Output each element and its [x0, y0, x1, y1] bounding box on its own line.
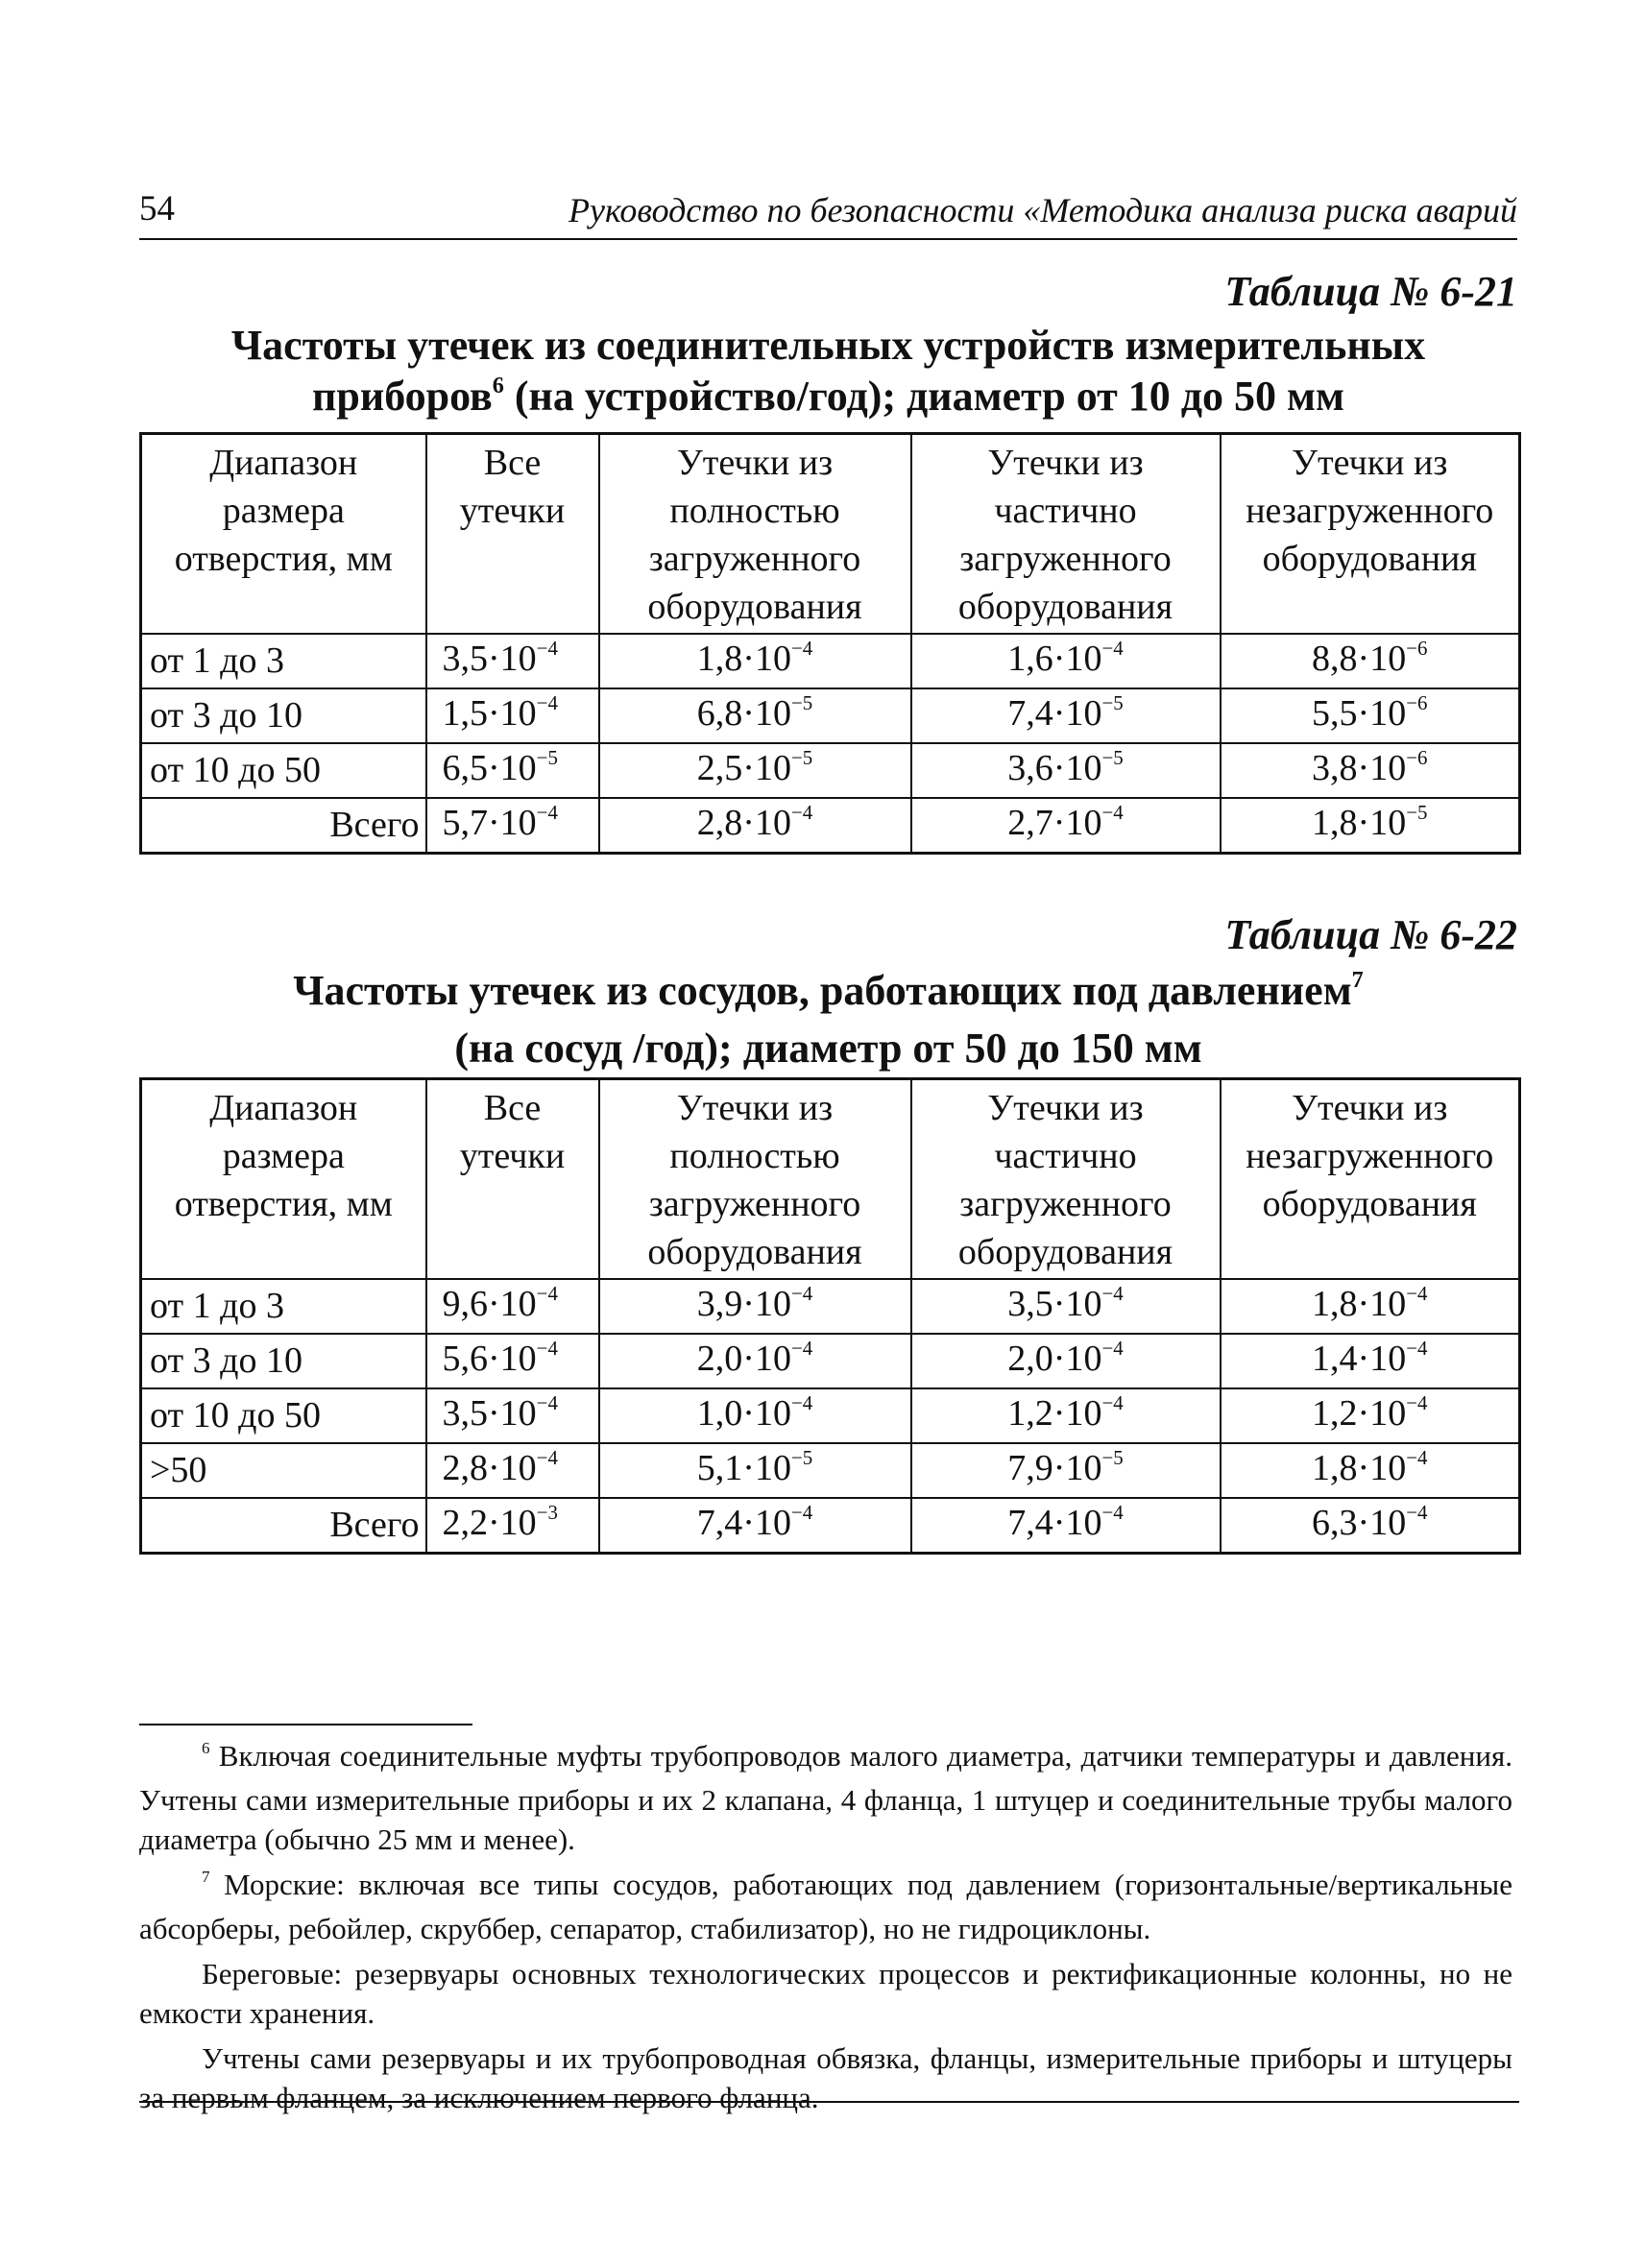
exponent: −4	[1101, 1281, 1124, 1305]
value-cell	[599, 688, 911, 743]
footnote-ref-7: 7	[1351, 966, 1364, 993]
value-cell	[911, 743, 1221, 798]
exponent: −5	[790, 1445, 813, 1469]
exponent: −4	[790, 1390, 813, 1414]
value-cell	[426, 1443, 599, 1498]
footnote-6	[139, 1736, 1512, 1859]
exponent: −4	[536, 1445, 558, 1469]
mantissa: 3,5·10	[442, 638, 537, 679]
table-6-21-number: Таблица № 6-21	[1224, 268, 1517, 315]
table-header-row	[141, 434, 1520, 634]
exponent: −4	[1101, 1390, 1124, 1414]
exponent: −5	[1101, 745, 1124, 769]
footnote-7	[139, 1865, 1512, 1948]
value-cell	[1221, 634, 1520, 688]
value-cell	[599, 798, 911, 854]
exponent: −4	[790, 1500, 813, 1524]
mantissa: 1,8·10	[1312, 1283, 1407, 1324]
table-6-21-caption	[139, 320, 1517, 428]
value-cell	[1221, 1279, 1520, 1334]
exponent: −4	[790, 1336, 813, 1360]
mantissa: 3,9·10	[696, 1283, 791, 1324]
bottom-rule	[139, 2101, 1519, 2103]
footnote-text: Включая соединительные муфты трубопроводов малого диаметра, датчики температуры и давления. Учтены сами измерительные приборы и их 2 клапана, 4 фланца, 1 штуцер и соединительные трубы малого диаметра (обычно 25 мм и менее).	[139, 1739, 1512, 1856]
footnote-accounted: Учтены сами резервуары и их трубопроводная обвязка, фланцы, измерительные приборы и штуцеры за первым фланцем, за исключением первого фланца.	[139, 2041, 1512, 2114]
row-label: >50	[141, 1443, 426, 1498]
table-6-22-caption	[139, 965, 1517, 1074]
table-row	[141, 798, 1520, 854]
value-cell	[911, 688, 1221, 743]
exponent: −5	[1101, 1445, 1124, 1469]
mantissa: 1,8·10	[1312, 802, 1407, 843]
table-row	[141, 1279, 1520, 1334]
exponent: −4	[536, 636, 558, 660]
row-label: от 10 до 50	[141, 743, 426, 798]
row-label: Всего	[141, 798, 426, 854]
value-cell	[599, 1334, 911, 1388]
row-label: Всего	[141, 1498, 426, 1554]
footnotes	[139, 1736, 1512, 2123]
exponent: −4	[1406, 1281, 1428, 1305]
exponent: −6	[1406, 636, 1428, 660]
exponent: −6	[1406, 690, 1428, 714]
table-row	[141, 634, 1520, 688]
exponent: −3	[536, 1500, 558, 1524]
value-cell	[599, 1279, 911, 1334]
mantissa: 8,8·10	[1312, 638, 1407, 679]
value-cell	[426, 1334, 599, 1388]
row-label: от 1 до 3	[141, 1279, 426, 1334]
exponent: −5	[1406, 800, 1428, 824]
exponent: −5	[790, 690, 813, 714]
value-cell	[599, 1443, 911, 1498]
footnote-mark: 6	[202, 1739, 210, 1758]
caption-line: Частоты утечек из соединительных устройств измерительных	[230, 322, 1426, 369]
exponent: −4	[1101, 1336, 1124, 1360]
exponent: −4	[1101, 636, 1124, 660]
value-cell	[1221, 688, 1520, 743]
mantissa: 1,4·10	[1312, 1338, 1407, 1379]
value-cell	[599, 1388, 911, 1443]
value-cell	[911, 1279, 1221, 1334]
table-6-22	[139, 1077, 1521, 1555]
column-header: Утечки из полностью загруженного оборудования	[599, 434, 911, 634]
caption-line: Частоты утечек из сосудов, работающих под давлением$^7$	[293, 966, 1364, 1014]
value-cell	[1221, 1443, 1520, 1498]
table-row	[141, 1443, 1520, 1498]
table-row	[141, 743, 1520, 798]
mantissa: 2,0·10	[1007, 1338, 1102, 1379]
mantissa: 2,2·10	[442, 1502, 537, 1543]
exponent: −4	[536, 1336, 558, 1360]
column-header: Утечки из частично загруженного оборудования	[911, 1079, 1221, 1279]
value-cell	[1221, 743, 1520, 798]
value-cell	[1221, 1334, 1520, 1388]
exponent: −5	[536, 745, 558, 769]
exponent: −6	[1406, 745, 1428, 769]
table-row	[141, 1498, 1520, 1554]
mantissa: 5,7·10	[442, 802, 537, 843]
value-cell	[599, 743, 911, 798]
value-cell	[426, 743, 599, 798]
value-cell	[911, 634, 1221, 688]
mantissa: 3,8·10	[1312, 747, 1407, 788]
column-header: Утечки из частично загруженного оборудования	[911, 434, 1221, 634]
value-cell	[911, 798, 1221, 854]
table-header-row	[141, 1079, 1520, 1279]
exponent: −4	[536, 690, 558, 714]
value-cell	[911, 1498, 1221, 1554]
mantissa: 7,4·10	[696, 1502, 791, 1543]
caption-line: (на сосуд /год); диаметр от 50 до 150 мм	[454, 1025, 1202, 1072]
exponent: −4	[1406, 1336, 1428, 1360]
value-cell	[426, 1279, 599, 1334]
exponent: −4	[1406, 1500, 1428, 1524]
value-cell	[911, 1443, 1221, 1498]
caption-line: приборов$^6$ (на устройство/год); диаметр от 10 до 50 мм	[312, 372, 1344, 420]
mantissa: 3,5·10	[1007, 1283, 1102, 1324]
table-row	[141, 688, 1520, 743]
mantissa: 2,7·10	[1007, 802, 1102, 843]
row-label: от 3 до 10	[141, 688, 426, 743]
mantissa: 7,9·10	[1007, 1447, 1102, 1488]
page-number: 54	[139, 189, 175, 229]
exponent: −4	[790, 1281, 813, 1305]
mantissa: 2,8·10	[696, 802, 791, 843]
value-cell	[911, 1334, 1221, 1388]
value-cell	[1221, 798, 1520, 854]
value-cell	[426, 688, 599, 743]
table-row	[141, 1388, 1520, 1443]
mantissa: 6,3·10	[1312, 1502, 1407, 1543]
exponent: −4	[1406, 1445, 1428, 1469]
column-header: Диапазон размера отверстия, мм	[141, 1079, 426, 1279]
exponent: −4	[1101, 1500, 1124, 1524]
footnote-mark: 7	[202, 1868, 210, 1887]
mantissa: 6,8·10	[696, 692, 791, 734]
value-cell	[426, 1388, 599, 1443]
mantissa: 1,0·10	[696, 1392, 791, 1434]
value-cell	[1221, 1498, 1520, 1554]
mantissa: 3,6·10	[1007, 747, 1102, 788]
value-cell	[599, 634, 911, 688]
exponent: −4	[536, 1390, 558, 1414]
mantissa: 1,5·10	[442, 692, 537, 734]
mantissa: 2,5·10	[696, 747, 791, 788]
footnote-separator	[139, 1724, 472, 1725]
footnote-ref-6: 6	[492, 372, 504, 398]
mantissa: 2,0·10	[696, 1338, 791, 1379]
column-header: Утечки из незагруженного оборудования	[1221, 434, 1520, 634]
value-cell	[426, 798, 599, 854]
column-header: Утечки из полностью загруженного оборудования	[599, 1079, 911, 1279]
mantissa: 7,4·10	[1007, 692, 1102, 734]
row-label: от 10 до 50	[141, 1388, 426, 1443]
column-header: Все утечки	[426, 1079, 599, 1279]
mantissa: 1,6·10	[1007, 638, 1102, 679]
exponent: −4	[536, 1281, 558, 1305]
row-label: от 3 до 10	[141, 1334, 426, 1388]
row-label: от 1 до 3	[141, 634, 426, 688]
exponent: −4	[536, 800, 558, 824]
exponent: −5	[1101, 690, 1124, 714]
mantissa: 3,5·10	[442, 1392, 537, 1434]
value-cell	[911, 1388, 1221, 1443]
running-title: Руководство по безопасности «Методика анализа риска аварий	[568, 191, 1517, 229]
table-6-21	[139, 432, 1521, 855]
mantissa: 5,5·10	[1312, 692, 1407, 734]
footnote-onshore: Береговые: резервуары основных технологических процессов и ректификационные колонны, но не емкости хранения.	[139, 1957, 1512, 2030]
table-6-22-number: Таблица № 6-22	[1224, 911, 1517, 958]
mantissa: 9,6·10	[442, 1283, 537, 1324]
mantissa: 1,2·10	[1312, 1392, 1407, 1434]
exponent: −4	[1101, 800, 1124, 824]
column-header: Диапазон размера отверстия, мм	[141, 434, 426, 634]
value-cell	[1221, 1388, 1520, 1443]
column-header: Все утечки	[426, 434, 599, 634]
value-cell	[426, 1498, 599, 1554]
mantissa: 1,2·10	[1007, 1392, 1102, 1434]
mantissa: 5,1·10	[696, 1447, 791, 1488]
mantissa: 7,4·10	[1007, 1502, 1102, 1543]
exponent: −5	[790, 745, 813, 769]
mantissa: 1,8·10	[696, 638, 791, 679]
footnote-text: Морские: включая все типы сосудов, работающих под давлением (горизонтальные/вертикальные абсорберы, ребойлер, скруббер, сепаратор, стабилизатор), но не гидроциклоны.	[139, 1868, 1512, 1945]
mantissa: 5,6·10	[442, 1338, 537, 1379]
exponent: −4	[790, 800, 813, 824]
exponent: −4	[1406, 1390, 1428, 1414]
value-cell	[426, 634, 599, 688]
table-row	[141, 1334, 1520, 1388]
mantissa: 2,8·10	[442, 1447, 537, 1488]
column-header: Утечки из незагруженного оборудования	[1221, 1079, 1520, 1279]
mantissa: 6,5·10	[442, 747, 537, 788]
exponent: −4	[790, 636, 813, 660]
value-cell	[599, 1498, 911, 1554]
mantissa: 1,8·10	[1312, 1447, 1407, 1488]
page-header	[139, 188, 1517, 240]
